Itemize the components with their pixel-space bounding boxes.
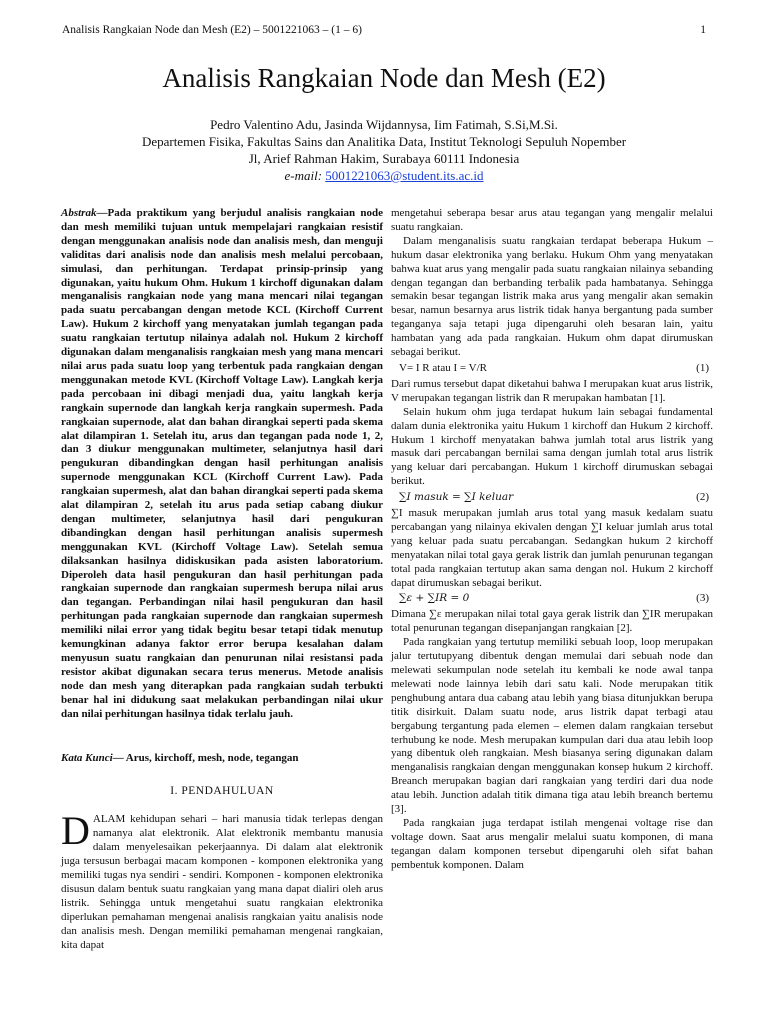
equation-2-body: ∑I masuk = ∑I keluar xyxy=(399,491,514,504)
author-block xyxy=(0,116,768,184)
equation-1 xyxy=(391,362,713,376)
drop-cap: D xyxy=(61,808,90,854)
abstract xyxy=(61,207,383,722)
abstract-label: Abstrak xyxy=(61,207,97,219)
email-link[interactable]: 5001221063@student.its.ac.id xyxy=(325,168,484,183)
running-title: Analisis Rangkaian Node dan Mesh (E2) – 5001221063 – (1 – 6) xyxy=(62,24,362,36)
equation-1-number: (1) xyxy=(696,361,709,374)
section-heading-introduction: I. PENDAHULUAN xyxy=(170,785,274,798)
equation-3 xyxy=(391,592,713,606)
introduction-paragraph xyxy=(61,808,383,952)
paragraph-kirchoff-2: ∑I masuk merupakan jumlah arus total yang masuk kedalam suatu percabangan yang nilainya ekivalen dengan ∑I keluar jumlah arus total yang keluar pada suatu percabangan. Sedangkan hukum 2 kirchoff menyatakan nilai total gaya gerak listrik dan jumlah penurunan tegangan total pada rangkaian tertutup akan sama dengan nol. Hukum 2 kirchoff dapat dirumuskan sebagai berikut. xyxy=(391,507,713,589)
abstract-text: —Pada praktikum yang berjudul analisis rangkaian node dan mesh memiliki tujuan untuk mempelajari rangkaian resistif dengan menggunakan analisis node dan analisis mesh, dan menguji validitas dari analisis node dan analisis mesh melalui percobaan, simulasi, dan perhitungan. Terdapat prinsip-prinsip yang digunakan, yaitu hukum Ohm. Hukum 1 kirchoff digunakan dalam menganalisis rangkaian node yang mana mencari nilai tegangan pada suatu percabangan dengan metode KCL (Kirchoff Current Law). Hukum 2 kirchoff yang menyatakan jumlah tegangan pada suatu rangkaian tertutup nilainya adalah nol. Hukum 2 kirchoff digunakan dalam menganalisis rangkaian mesh yang mana mencari nilai arus pada suatu loop yang terbentuk pada rangkaian dengan menggunakan metode KVL (Kirchoff Voltage Law). Langkah kerja pada percobaan ini dibagi menjadi dua, yaitu langkah kerja rangkain supernode dan langkah kerja rangkain supermesh. Pada rangkaian supernode, alat dan bahan dirangkai seperti pada skema alat dilampiran 1. Setelah itu, arus dan tegangan pada node 1, 2, dan 3 diukur menggunakan multimeter, selanjutnya hasil dari pengukuran dibandingkan dengan hasil perhitungan analisis supernode menggunakan KCL (Kirchoff Current Law). Pada rangkaian supermesh, alat dan bahan dirangkai seperti pada skema alat dilampiran 2, setelah itu arus pada setiap cabang diukur dengan multimeter, selanjutnya hasil dari pengukuran dibandingkan dengan hasil perhitungan analisis supermesh menggunakan KVL (Kirchoff Voltage Law). Setelah semua dilaksankan hasilnya didiskusikan pada asisten laboratorium. Diperoleh data hasil pengukuran dan hasil perhitungan pada rangkaian supernode dan rangkaian supermesh berupa nilai arus dan tegangan. Perbandingan nilai hasil pengukuran dan hasil perhitungan pada rangkaian supernode dan rangkaian supermesh memiliki nilai error yang tidak begitu besar tetapi tidak menutup kemungkinan adanya faktor error berupa kesalahan dalam menyusun suatu rangkaian dan penurunan nilai resistansi pada resistor akibat digunakan secara terus menerus. Metode analisis node dan mesh yang diterapkan pada rangkaian sudah terbukti benar hal ini didukung saat melakukan perbandingan nilai ukur dan nilai perhitungan hasilnya tidak terlalu jauh. xyxy=(61,207,383,720)
paper-title: Analisis Rangkaian Node dan Mesh (E2) xyxy=(162,63,606,93)
introduction-text: ALAM kehidupan sehari – hari manusia tidak terlepas dengan namanya alat elektronik. Alat elektronik membantu manusia dalam menyelesaikan pekerjaannya. Di dalam alat elektronik juga tersusun berbagai macam komponen - komponen elektronika yang memiliki tugas nya sendiri - sendiri. Komponen - komponen elektronika disusun dalam bentuk suatu rangkaian yang mana dapat dialiri oleh arus listrik. Sehingga untuk mengetahui suatu rangkaian elektronika diperlukan pemahaman mengenai analisis rangkaian yaitu analisis node dan analisis mesh. Dengan memiliki pemahaman mengenai rangkaian, kita dapat xyxy=(61,813,383,951)
author-department: Departemen Fisika, Fakultas Sains dan Analitika Data, Institut Teknologi Sepuluh Nopember xyxy=(141,134,627,149)
author-email-line xyxy=(0,167,768,184)
equation-2 xyxy=(391,491,713,505)
paragraph-voltage-rise: Pada rangkaian juga terdapat istilah mengenai voltage rise dan voltage down. Saat arus mengalir melalui suatu komponen, di mana tegangan dalam komponen tersebut dipengaruhi oleh sifat bahan pembentuk komponen. Dalam xyxy=(391,816,713,871)
left-column xyxy=(61,207,383,952)
author-address: Jl, Arief Rahman Hakim, Surabaya 60111 Indonesia xyxy=(248,151,520,166)
paragraph-kirchoff-1: Selain hukum ohm juga terdapat hukum lain sebagai fundamental dalam dunia elektronika yaitu Hukum 1 kirchoff dan Hukum 2 kirchoff. Hukum 1 kirchoff menyatakan bahwa jumlah total arus listrik yang masuk dari percabangan bernilai sama dengan jumlah total arus listrik yang keluar dari percabangan. Hukum 1 kirchoff dirumuskan sebagai berikut. xyxy=(391,405,713,488)
paragraph-loop-node-mesh: Pada rangkaian yang tertutup memiliki sebuah loop, loop merupakan jalur tertutupyang dibentuk dengan memulai dari sebuah node dan melewati sekumpulan node setelah itu kembali ke node awal tanpa melewati node lainnya lebih dari satu kali. Node merupakan titik penghubung antara dua cabang atau lebih yang biasa ditunjukkan berupa titik disirkuit. Dalam suatu node, arus listrik dapat terbagi atau bergabung tergantung pada elemen – elemen dalam rangkaian tersebut terhubung ke node. Mesh merupakan kumpulan dari dua atau lebih loop yang dibentuk oleh rangkaian. Mesh biasanya sering digunakan dalam menganalisis rangkaian dengan menggunakan konsep hukum 2 kirchoff. Breanch merupakan bagian dari rangkaian yang terdiri dari dua node atau lebih. Junction adalah titik dimana tiga atau lebih breanch bertemu [3]. xyxy=(391,636,713,816)
paragraph-ohm-law: Dalam menganalisis suatu rangkaian terdapat beberapa Hukum – hukum dasar elektronika yang berlaku. Hukum Ohm yang menyatakan bahwa kuat arus yang mengalir pada suatu rangkaian nilainya sebanding dengan tegangan dan berbanding terbalik pada hambatanya. Sehingga semakin besar tegangan listrik maka arus yang mengalir akan semakin besar, namun besarnya arus listrik tidak hanya bergantung pada sumber teganganya saja tetapi juga dipengaruhi oleh besaran lain, yaitu hambatan yang ada pada rangkaian. Hukum ohm dapat dirumuskan sebagai berikut. xyxy=(391,234,713,359)
equation-3-number: (3) xyxy=(696,592,709,605)
equation-2-number: (2) xyxy=(696,491,709,504)
paragraph-kirchoff-explain: Dimana ∑ε merupakan nilai total gaya gerak listrik dan ∑IR merupakan total penurunan tegangan disepanjangan rangkaian [2]. xyxy=(391,608,713,635)
equation-1-body: V= I R atau I = V/R xyxy=(399,361,487,374)
page-number: 1 xyxy=(700,24,706,36)
author-names: Pedro Valentino Adu, Jasinda Wijdannysa, Iim Fatimah, S.Si,M.Si. xyxy=(210,117,558,132)
keywords-text: — Arus, kirchoff, mesh, node, tegangan xyxy=(112,751,299,764)
keywords xyxy=(61,752,383,766)
running-header xyxy=(62,24,706,36)
email-label: e-mail: xyxy=(284,168,323,183)
paragraph-ohm-explain: Dari rumus tersebut dapat diketahui bahwa I merupakan kuat arus listrik, V merupakan tegangan listrik dan R merupakan hambatan [1]. xyxy=(391,377,713,404)
right-column xyxy=(391,207,713,873)
equation-3-body: ∑ε + ∑IR = 0 xyxy=(399,592,470,605)
paragraph-continuation: mengetahui seberapa besar arus atau tegangan yang mengalir melalui suatu rangkaian. xyxy=(391,207,713,233)
keywords-label: Kata Kunci xyxy=(61,751,113,764)
